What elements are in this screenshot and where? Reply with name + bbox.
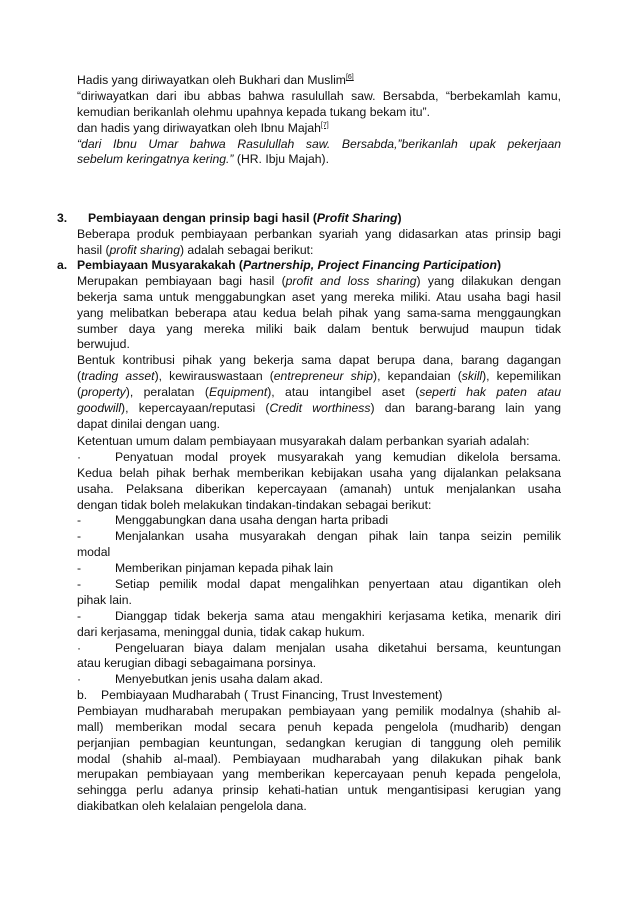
dash-marker: -	[77, 577, 82, 592]
bullet-marker: ·	[77, 449, 82, 464]
text-line	[77, 152, 561, 168]
list-item	[77, 561, 561, 577]
heading-line	[77, 688, 561, 704]
text-line	[77, 121, 561, 137]
text-span: ), kewirauswastaan (	[154, 369, 274, 384]
footnote-link[interactable]: [6]	[345, 74, 354, 81]
text-line	[77, 385, 561, 401]
text-line: dapat dinilai dengan uang.	[77, 416, 220, 431]
list-item	[77, 450, 561, 466]
text-span: ), kepercayaan/reputasi (	[121, 401, 270, 416]
hadis-block	[77, 73, 561, 168]
text-span: Menggabungkan dana usaha dengan harta pribadi	[115, 513, 389, 528]
text-span: profit sharing	[109, 242, 180, 257]
subsection-letter: a.	[57, 258, 68, 272]
text-span: Penyatuan modal proyek musyarakah yang kemudian dikelola bersama.	[115, 449, 561, 464]
text-line: dari kerjasama, meninggal dunia, tidak cakap hukum.	[77, 624, 365, 639]
list-item	[77, 529, 561, 545]
text-span: ), kepandaian (	[373, 369, 462, 384]
text-span: Equipment	[208, 385, 268, 400]
text-span: dan hadis yang diriwayatkan oleh Ibnu Majah	[77, 120, 321, 135]
text-line: yang melibatkan beberapa atau kedua belah pihak yang sama-sama menggaungkan	[77, 305, 561, 320]
text-span: Pengeluaran biaya dalam menjalan usaha diketahui bersama, keuntungan	[115, 640, 561, 655]
section-heading	[88, 211, 561, 227]
text-span: ) adalah sebagai berikut:	[179, 242, 314, 257]
heading-line	[77, 258, 561, 274]
text-line: diakibatkan oleh kelalaian pengelola dana.	[77, 799, 307, 814]
text-line: Bentuk kontribusi pihak yang bekerja sama dapat berupa dana, barang dagangan	[77, 353, 561, 368]
text-line	[77, 243, 561, 259]
subsection-letter: b.	[77, 688, 88, 702]
text-span: skill	[461, 369, 483, 384]
dash-marker: -	[77, 513, 82, 528]
text-line: “diriwayatkan dari ibu abbas bahwa rasulullah saw. Bersabda, “berbekamlah kamu,	[77, 88, 561, 103]
text-span: Pembiayaan Mudharabah ( Trust Financing, Trust Investement)	[101, 688, 443, 702]
section-number: 3.	[57, 211, 68, 225]
text-span: ), kepemilikan	[482, 369, 562, 384]
text-span: seperti hak paten atau	[419, 385, 561, 400]
text-line: sumber daya yang mereka miliki baik dalam bentuk berwujud maupun tidak	[77, 321, 561, 336]
text-span: )	[496, 258, 502, 272]
text-span: (HR. Ibju Majah).	[233, 152, 329, 167]
text-span: Hadis yang diriwayatkan oleh Bukhari dan Muslim	[77, 73, 346, 87]
bullet-marker: ·	[77, 640, 82, 655]
text-line: modal (shahib al-maal). Pembiayaan mudharabah yang dilakukan pihak bank	[77, 751, 561, 766]
text-line	[77, 401, 561, 417]
text-span: property	[81, 385, 126, 400]
text-line: mall) memberikan modal secara penuh kepada pengelola (mudharib) dengan	[77, 719, 561, 734]
list-item	[77, 577, 561, 593]
text-line: pihak lain.	[77, 592, 132, 607]
text-span: trading asset	[81, 369, 155, 384]
text-line: kemudian berikanlah olehmu upahnya kepada tukang bekam itu”.	[77, 104, 430, 119]
subsection-b	[77, 688, 561, 815]
text-span: )	[397, 211, 402, 225]
dash-marker: -	[77, 529, 82, 544]
text-span: Pembiayaan Musyarakakah (	[77, 258, 243, 272]
text-line: usaha. Pelaksana diberikan kepercayaan (amanah) untuk menjalankan usaha	[77, 481, 561, 496]
text-span: ) dan barang-barang lain yang	[370, 401, 561, 416]
text-line: perjanjian pembagian keuntungan, sedangkan kerugian di tanggung oleh pemilik	[77, 735, 561, 750]
text-span: goodwill	[77, 401, 122, 416]
text-span: profit and loss sharing	[285, 273, 417, 288]
text-span: Dianggap tidak bekerja sama atau mengakhiri kerjasama ketika, menarik diri	[115, 608, 561, 623]
text-span: ), peralatan (	[125, 385, 209, 400]
heading-line	[88, 211, 561, 227]
text-line: “dari Ibnu Umar bahwa Rasulullah saw. Bersabda,”berikanlah upak pekerjaan	[77, 136, 561, 151]
ketentuan-block	[77, 434, 561, 688]
text-line	[77, 73, 561, 89]
text-span: (	[77, 369, 82, 384]
text-line: bekerja sama untuk menggabungkan aset yang mereka miliki. Atau usaha bagi hasil	[77, 289, 561, 304]
text-span: Menjalankan usaha musyarakah dengan pihak lain tanpa seizin pemilik	[115, 529, 561, 544]
list-item	[77, 641, 561, 657]
text-line: Kedua belah pihak berhak memberikan kebijakan usaha yang dijalankan pelaksana	[77, 465, 561, 480]
footnote-link[interactable]: [7]	[320, 121, 329, 129]
text-span: ) yang dilakukan dengan	[416, 273, 561, 288]
text-span: ), atau intangibel aset (	[267, 385, 420, 400]
list-item	[77, 609, 561, 625]
text-line: sehingga perlu adanya prinsip kehati-hatian untuk mengantisipasi kerugian yang	[77, 783, 561, 798]
text-line: berwujud.	[77, 337, 130, 352]
text-span: Partnership, Project Financing Participation	[242, 258, 497, 272]
text-span: Setiap pemilik modal dapat mengalihkan penyertaan atau digantikan oleh	[115, 577, 561, 592]
text-line: merupakan pembiayaan yang memberikan kepercayaan penuh kepada pengelola,	[77, 767, 561, 782]
text-line: Pembiayan mudharabah merupakan pembiayaan yang pemilik modalnya (shahib al-	[77, 703, 561, 718]
text-span: Merupakan pembiayaan bagi hasil (	[77, 273, 286, 288]
text-span: hasil (	[77, 242, 110, 257]
text-span: sebelum keringatnya kering.”	[77, 152, 234, 167]
text-line: dengan tidak boleh melakukan tindakan-tindakan sebagai berikut:	[77, 497, 432, 512]
bullet-marker: ·	[77, 672, 82, 687]
list-item	[77, 672, 561, 688]
section-intro	[77, 227, 561, 259]
text-span: Menyebutkan jenis usaha dalam akad.	[115, 672, 323, 687]
dash-marker: -	[77, 608, 82, 623]
text-line: atau kerugian dibagi sebagaimana porsinya.	[77, 656, 317, 671]
text-span: Memberikan pinjaman kepada pihak lain	[115, 561, 334, 576]
list-item	[77, 513, 561, 529]
text-line: modal	[77, 545, 111, 560]
text-span: Profit Sharing	[316, 211, 398, 225]
text-span: Credit worthiness	[269, 401, 371, 416]
text-span: entrepreneur ship	[273, 369, 374, 384]
text-line: Ketentuan umum dalam pembiayaan musyarakah dalam perbankan syariah adalah:	[77, 434, 530, 448]
text-line: Beberapa produk pembiayaan perbankan syariah yang didasarkan atas prinsip bagi	[77, 227, 561, 241]
text-span: Pembiayaan dengan prinsip bagi hasil (	[88, 211, 317, 225]
text-span: (	[77, 385, 82, 400]
dash-marker: -	[77, 561, 82, 576]
text-line	[77, 274, 561, 290]
subsection-a	[77, 258, 561, 433]
text-line	[77, 369, 561, 385]
